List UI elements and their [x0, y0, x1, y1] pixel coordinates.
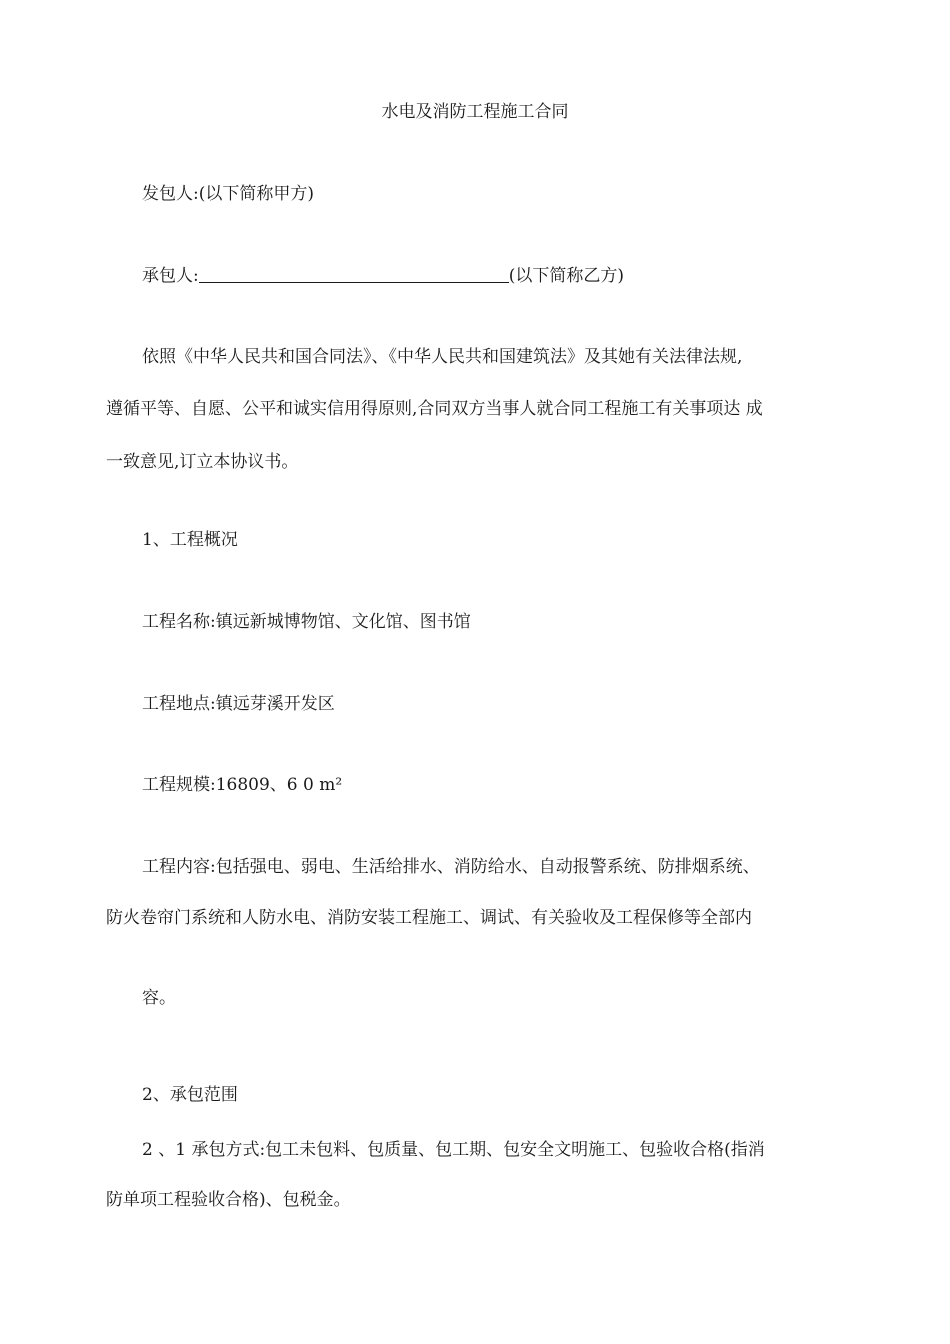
project-content-line: 防火卷帘门系统和人防水电、消防安装工程施工、调试、有关验收及工程保修等全部内 [106, 908, 752, 928]
preamble-line: 一致意见,订立本协议书。 [106, 452, 299, 472]
clause-line: 防单项工程验收合格)、包税金。 [106, 1190, 351, 1210]
project-name: 工程名称:镇远新城博物馆、文化馆、图书馆 [142, 612, 471, 632]
clause-line: 2 、1 承包方式:包工未包料、包质量、包工期、包安全文明施工、包验收合格(指消 [142, 1140, 765, 1160]
project-content-line: 容。 [142, 988, 176, 1008]
preamble-line: 遵循平等、自愿、公平和诚实信用得原则,合同双方当事人就合同工程施工有关事项达 成 [106, 399, 763, 419]
contractor-suffix: (以下简称乙方) [508, 266, 624, 286]
preamble-line: 依照《中华人民共和国合同法》、《中华人民共和国建筑法》及其她有关法律法规, [142, 347, 743, 367]
section-heading: 2、承包范围 [142, 1085, 238, 1105]
contractor-blank [199, 264, 509, 283]
employer-line: 发包人:(以下简称甲方) [142, 184, 314, 204]
project-location: 工程地点:镇远芽溪开发区 [142, 694, 335, 714]
contractor-line [142, 264, 624, 288]
contract-title: 水电及消防工程施工合同 [381, 102, 569, 122]
project-content-line: 工程内容:包括强电、弱电、生活给排水、消防给水、自动报警系统、防排烟系统、 [142, 857, 760, 877]
contractor-label: 承包人: [142, 266, 199, 286]
section-heading: 1、工程概况 [142, 530, 238, 550]
project-scale: 工程规模:16809、6 0 m² [142, 775, 343, 795]
